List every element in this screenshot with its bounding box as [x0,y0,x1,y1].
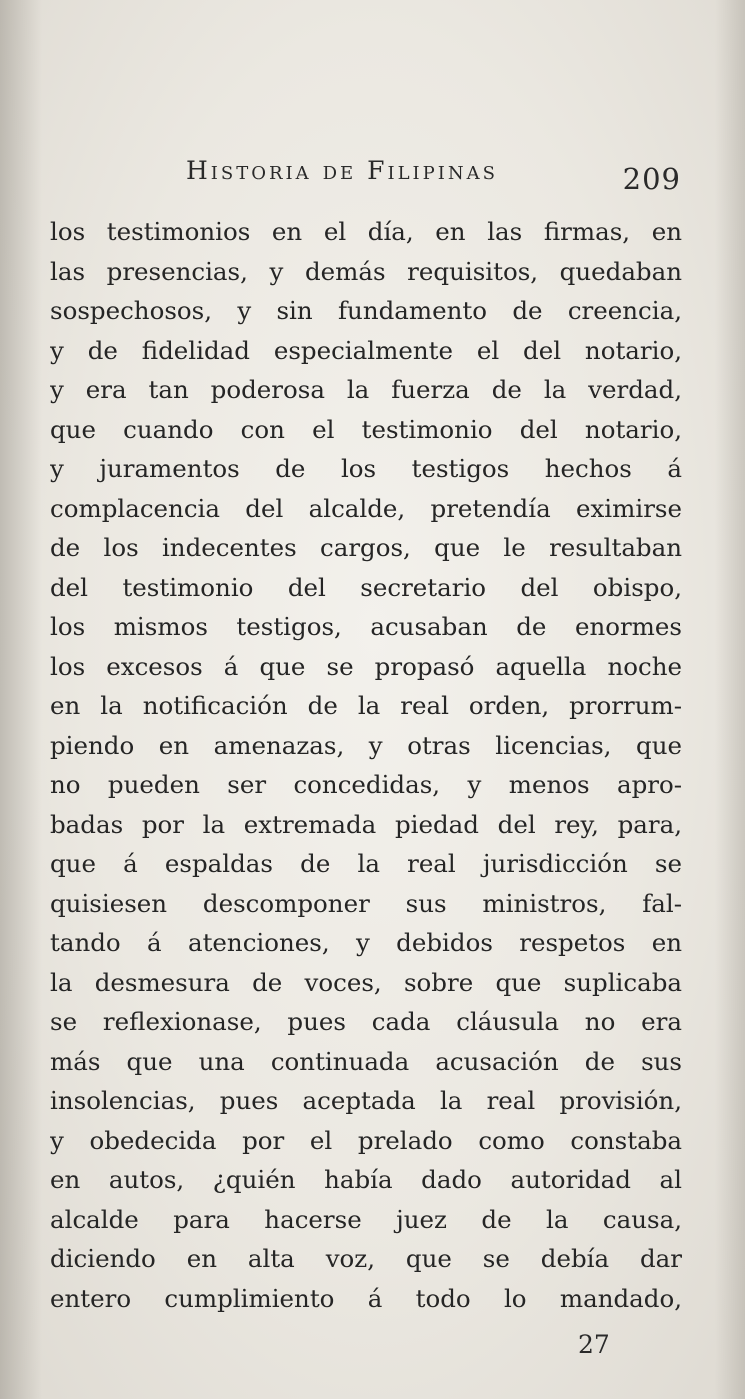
body-text [50,212,682,1318]
text-line: en autos, ¿quién había dado autoridad al [50,1165,682,1194]
text-line: piendo en amenazas, y otras licencias, que [50,730,682,760]
page-number: 209 [622,162,681,196]
text-line: del testimonio del secretario del obispo, [50,572,682,602]
text-line: los testimonios en el día, en las firmas, en [50,217,682,246]
text-line: complacencia del alcalde, pretendía eximirse [50,493,682,523]
text-line: y obedecida por el prelado como constaba [50,1125,682,1155]
text-line: las presencias, y demás requisitos, quedaban [50,256,682,286]
text-line: y de fidelidad especialmente el del notario, [50,335,682,365]
text-line: y era tan poderosa la fuerza de la verdad, [50,375,682,404]
text-line: de los indecentes cargos, que le resultaban [50,533,682,562]
text-line: no pueden ser concedidas, y menos apro- [50,770,682,799]
signature-mark: 27 [578,1330,610,1359]
text-line: se reflexionase, pues cada cláusula no era [50,1007,682,1036]
running-title: Historia de Filipinas [186,156,498,185]
text-line: que á espaldas de la real jurisdicción se [50,849,682,878]
text-line: en la notificación de la real orden, prorrum- [50,691,682,720]
text-line: alcalde para hacerse juez de la causa, [50,1204,682,1234]
text-line: y juramentos de los testigos hechos á [50,454,682,483]
text-line: insolencias, pues aceptada la real provisión, [50,1086,682,1115]
page-gutter-shadow [0,0,42,1399]
text-line: tando á atenciones, y debidos respetos en [50,928,682,957]
text-line: más que una continuada acusación de sus [50,1046,682,1076]
text-line: que cuando con el testimonio del notario, [50,414,682,444]
text-line: diciendo en alta voz, que se debía dar [50,1244,682,1273]
text-line: badas por la extremada piedad del rey, para, [50,809,682,839]
text-line: quisiesen descomponer sus ministros, fal- [50,888,682,918]
text-line: los mismos testigos, acusaban de enormes [50,612,682,641]
text-line: entero cumplimiento á todo lo mandado, [50,1283,682,1313]
running-head [0,150,745,198]
text-line: la desmesura de voces, sobre que suplicaba [50,967,682,997]
text-line: los excesos á que se propasó aquella noche [50,651,682,681]
page-edge-shadow [715,0,745,1399]
text-line: sospechosos, y sin fundamento de creencia, [50,296,682,325]
